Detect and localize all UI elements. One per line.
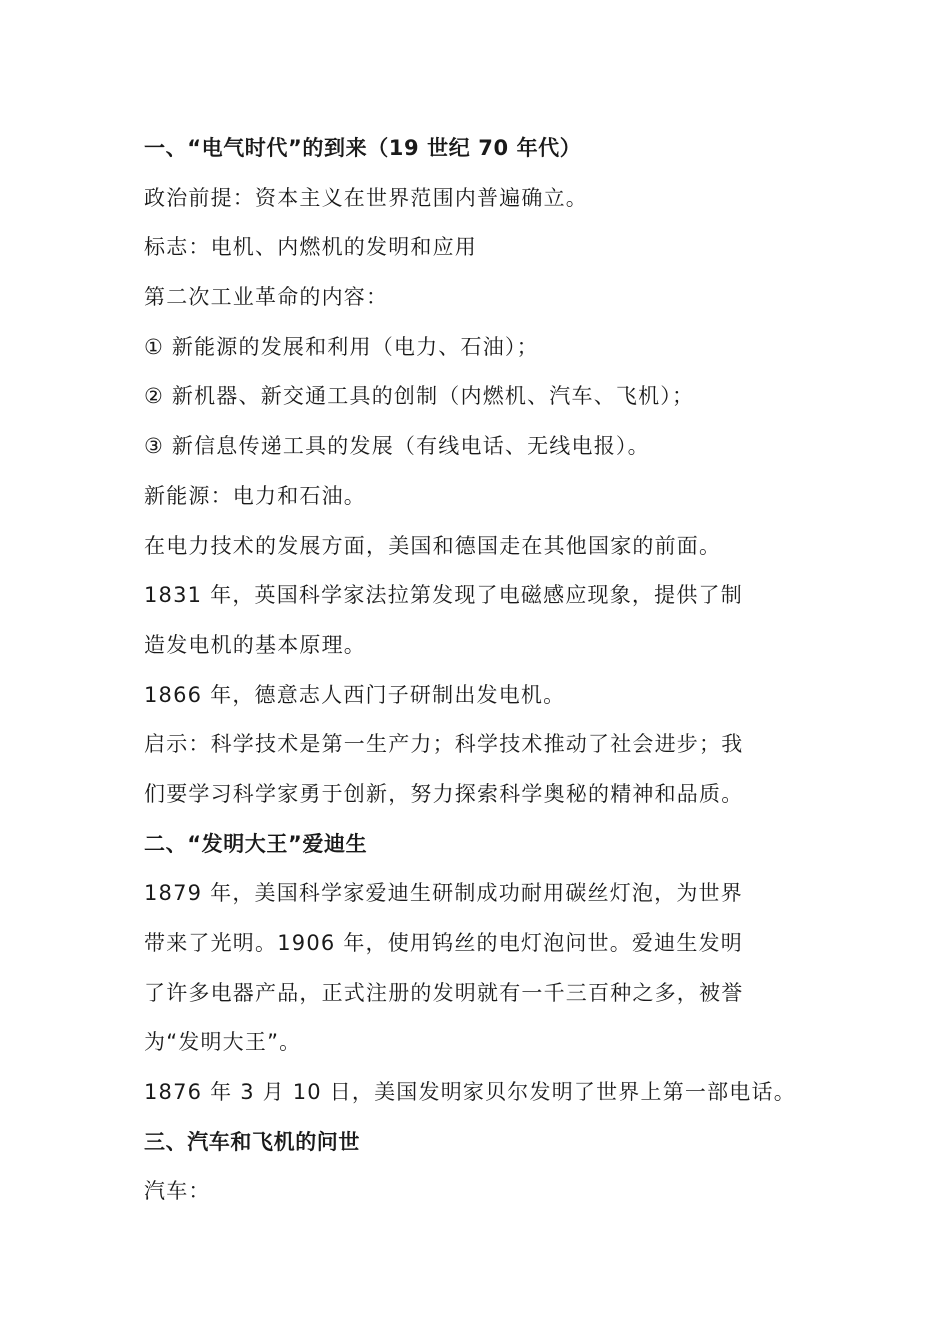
paragraph-line: 造发电机的基本原理。: [144, 632, 366, 657]
list-item: ② 新机器、新交通工具的创制（内燃机、汽车、飞机）；: [144, 384, 695, 409]
paragraph-line: 第二次工业革命的内容：: [144, 285, 389, 310]
list-item: ③ 新信息传递工具的发展（有线电话、无线电报）。: [144, 434, 650, 459]
paragraph-line: 在电力技术的发展方面，美国和德国走在其他国家的前面。: [144, 533, 722, 558]
list-item: ① 新能源的发展和利用（电力、石油）；: [144, 334, 539, 359]
paragraph-line: 政治前提：资本主义在世界范围内普遍确立。: [144, 185, 588, 210]
document-body: [144, 124, 814, 1217]
paragraph-line: 1879 年，美国科学家爱迪生研制成功耐用碳丝灯泡，为世界: [144, 881, 743, 906]
paragraph-line: 为“发明大王”。: [144, 1030, 302, 1055]
paragraph-line: 了许多电器产品，正式注册的发明就有一千三百种之多，被誉: [144, 980, 744, 1005]
section-heading-edison: 二、“发明大王”爱迪生: [144, 831, 368, 856]
paragraph-line: 们要学习科学家勇于创新，努力探索科学奥秘的精神和品质。: [144, 781, 744, 806]
paragraph-line: 1876 年 3 月 10 日，美国发明家贝尔发明了世界上第一部电话。: [144, 1080, 796, 1105]
paragraph-line: 标志：电机、内燃机的发明和应用: [144, 235, 477, 260]
paragraph-line: 1866 年，德意志人西门子研制出发电机。: [144, 682, 566, 707]
paragraph-line: 新能源：电力和石油。: [144, 483, 366, 508]
paragraph-line: 启示：科学技术是第一生产力；科学技术推动了社会进步；我: [144, 732, 744, 757]
section-heading-cars-planes: 三、汽车和飞机的问世: [144, 1129, 360, 1154]
paragraph-line: 带来了光明。1906 年，使用钨丝的电灯泡问世。爱迪生发明: [144, 931, 743, 955]
paragraph-line: 1831 年，英国科学家法拉第发现了电磁感应现象，提供了制: [144, 583, 743, 608]
paragraph-line: 汽车：: [144, 1179, 211, 1204]
section-heading-electric-age: 一、“电气时代”的到来（19 世纪 70 年代）: [144, 136, 582, 160]
